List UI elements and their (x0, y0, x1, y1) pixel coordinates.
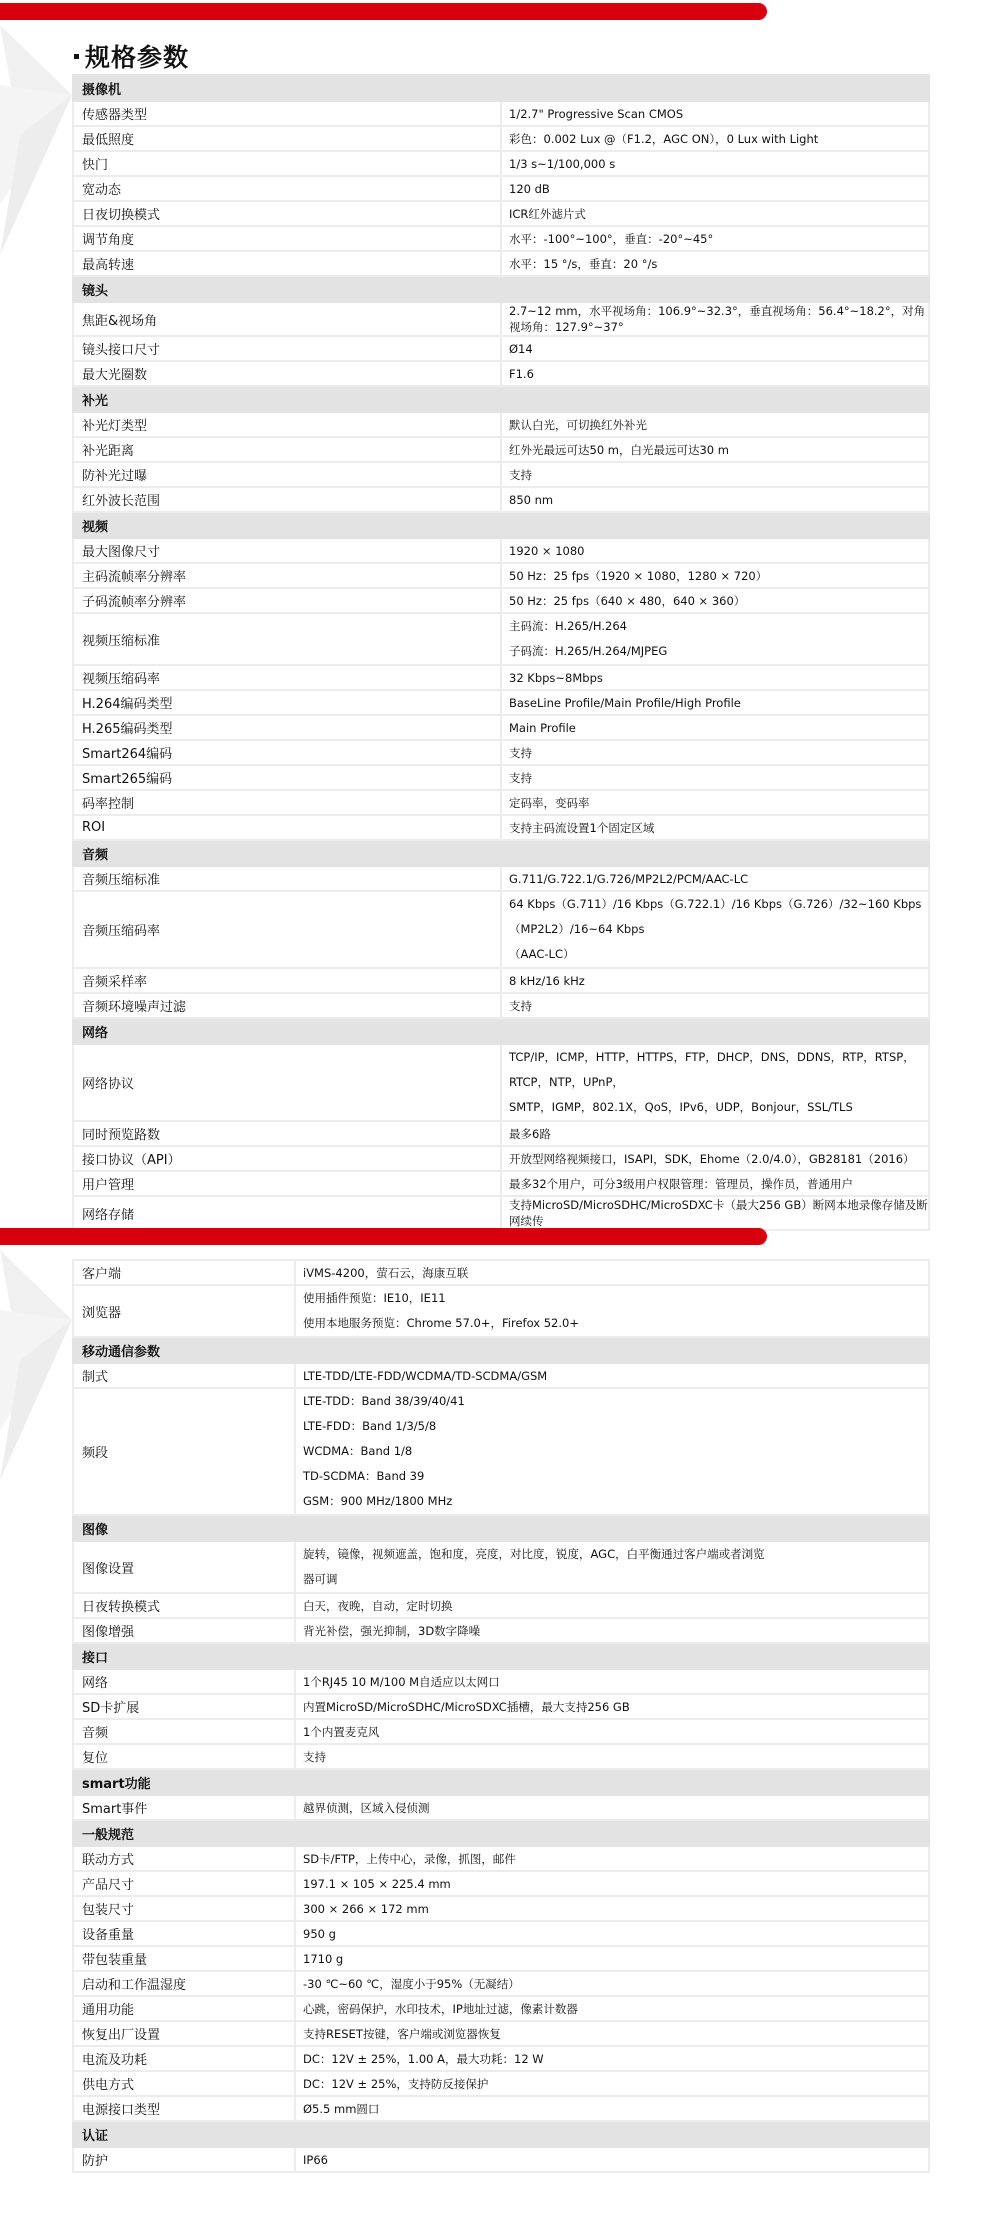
spec-row (73, 613, 929, 665)
spec-value-line: -30 ℃~60 ℃，湿度小于95%（无凝结） (303, 1976, 520, 1991)
spec-label: 镜头接口尺寸 (73, 336, 501, 361)
spec-label: 图像增强 (73, 1618, 295, 1643)
section-title: 接口 (73, 1643, 929, 1669)
spec-label: 码率控制 (73, 790, 501, 815)
spec-value-line: G.711/G.722.1/G.726/MP2L2/PCM/AAC-LC (509, 871, 749, 886)
spec-value (501, 665, 929, 690)
spec-label: 音频压缩标准 (73, 866, 501, 891)
spec-row (73, 968, 929, 993)
spec-row (73, 1260, 929, 1285)
spec-value-line: 越界侦测，区域入侵侦测 (303, 1800, 430, 1815)
spec-row (73, 2071, 929, 2096)
spec-label: Smart265编码 (73, 765, 501, 790)
spec-label: 主码流帧率分辨率 (73, 563, 501, 588)
spec-value-line: ICR红外滤片式 (509, 206, 586, 221)
spec-value (295, 1719, 929, 1744)
spec-row (73, 1846, 929, 1871)
spec-label: 音频 (73, 1719, 295, 1744)
spec-label: 焦距&视场角 (73, 302, 501, 336)
section-title: 摄像机 (73, 75, 929, 101)
spec-value-line: 支持 (303, 1749, 326, 1764)
spec-value-line: 定码率，变码率 (509, 795, 590, 810)
spec-label: 视频压缩标准 (73, 613, 501, 665)
spec-label: 制式 (73, 1363, 295, 1388)
section-header (73, 1769, 929, 1795)
spec-value-line: 最多6路 (509, 1126, 551, 1141)
spec-row (73, 302, 929, 336)
spec-value-line: 子码流：H.265/H.264/MJPEG (509, 644, 668, 658)
spec-value (501, 765, 929, 790)
spec-value (501, 487, 929, 512)
spec-value-line: 850 nm (509, 492, 554, 507)
spec-row (73, 1971, 929, 1996)
spec-value (295, 1921, 929, 1946)
spec-value (295, 1541, 929, 1593)
spec-label: SD卡扩展 (73, 1694, 295, 1719)
spec-label: 防补光过曝 (73, 462, 501, 487)
spec-value-line: 300 × 266 × 172 mm (303, 1901, 429, 1916)
spec-row (73, 588, 929, 613)
spec-value (295, 2021, 929, 2046)
spec-label: 视频压缩码率 (73, 665, 501, 690)
spec-value-line: 32 Kbps~8Mbps (509, 670, 603, 685)
spec-value-line: 最多32个用户，可分3级用户权限管理：管理员，操作员，普通用户 (509, 1176, 853, 1191)
spec-label: ROI (73, 815, 501, 840)
spec-row (73, 1541, 929, 1593)
spec-value-line: 2.7~12 mm，水平视场角：106.9°~32.3°，垂直视场角：56.4°~18.2°，对角视场角：127.9°~37° (509, 304, 926, 334)
spec-label: Smart264编码 (73, 740, 501, 765)
spec-value-line: 支持 (509, 467, 532, 482)
spec-value (295, 2046, 929, 2071)
spec-value-line: F1.6 (509, 366, 534, 381)
spec-value-line: 支持主码流设置1个固定区域 (509, 820, 655, 835)
spec-label: 产品尺寸 (73, 1871, 295, 1896)
section-title: 音频 (73, 840, 929, 866)
spec-value-line: SD卡/FTP，上传中心，录像，抓图，邮件 (303, 1851, 516, 1866)
spec-row (73, 151, 929, 176)
section-header (73, 512, 929, 538)
spec-value-line: 支持RESET按键，客户端或浏览器恢复 (303, 2026, 501, 2041)
spec-table-page-1 (72, 74, 930, 1231)
spec-label: 图像设置 (73, 1541, 295, 1593)
spec-label: 最低照度 (73, 126, 501, 151)
spec-label: 设备重量 (73, 1921, 295, 1946)
spec-row (73, 487, 929, 512)
spec-value (501, 151, 929, 176)
spec-value-line: 支持 (509, 998, 532, 1013)
spec-value (501, 1121, 929, 1146)
spec-row (73, 1744, 929, 1769)
spec-value (295, 1260, 929, 1285)
spec-row (73, 1196, 929, 1230)
spec-row (73, 866, 929, 891)
spec-row (73, 336, 929, 361)
spec-value-line: 心跳，密码保护，水印技术，IP地址过滤，像素计数器 (303, 2001, 578, 2016)
spec-label: 快门 (73, 151, 501, 176)
spec-label: 音频采样率 (73, 968, 501, 993)
spec-value-line: 支持 (509, 745, 532, 760)
spec-value (501, 1171, 929, 1196)
spec-value (501, 1044, 929, 1121)
spec-row (73, 538, 929, 563)
spec-value (501, 790, 929, 815)
spec-label: 音频环境噪声过滤 (73, 993, 501, 1018)
spec-value-line: BaseLine Profile/Main Profile/High Profile (509, 695, 741, 710)
spec-value-line: 主码流：H.265/H.264 (509, 619, 627, 633)
spec-value-line: LTE-FDD：Band 1/3/5/8 (303, 1419, 437, 1433)
spec-row (73, 1921, 929, 1946)
spec-value-line: DC：12V ± 25%，1.00 A，最大功耗：12 W (303, 2051, 544, 2066)
spec-value (295, 1795, 929, 1820)
spec-value-line: 1个内置麦克风 (303, 1724, 380, 1739)
spec-label: 频段 (73, 1388, 295, 1515)
spec-row (73, 1388, 929, 1515)
spec-value (501, 690, 929, 715)
spec-label: 调节角度 (73, 226, 501, 251)
section-header (73, 1515, 929, 1541)
spec-row (73, 1044, 929, 1121)
spec-row (73, 1795, 929, 1820)
spec-label: 启动和工作温湿度 (73, 1971, 295, 1996)
spec-row (73, 2147, 929, 2172)
section-header (73, 1643, 929, 1669)
spec-value-line: 950 g (303, 1926, 336, 1941)
spec-value (501, 891, 929, 968)
top-red-banner (0, 3, 767, 20)
spec-value-line: Ø5.5 mm圆口 (303, 2101, 380, 2116)
section-title: 视频 (73, 512, 929, 538)
spec-label: 接口协议（API） (73, 1146, 501, 1171)
spec-value (501, 412, 929, 437)
spec-value-line: 背光补偿，强光抑制，3D数字降噪 (303, 1623, 481, 1638)
spec-value (295, 1388, 929, 1515)
spec-value-line: 120 dB (509, 181, 550, 196)
spec-value-line: IP66 (303, 2152, 328, 2167)
spec-row (73, 1363, 929, 1388)
spec-row (73, 251, 929, 276)
spec-row (73, 815, 929, 840)
spec-label: 宽动态 (73, 176, 501, 201)
spec-value-line: 64 Kbps（G.711）/16 Kbps（G.722.1）/16 Kbps（G.726）/32~160 Kbps（MP2L2）/16~64 Kbps (509, 897, 922, 936)
spec-label: H.265编码类型 (73, 715, 501, 740)
section-header (73, 2121, 929, 2147)
spec-label: 包装尺寸 (73, 1896, 295, 1921)
spec-value (501, 1146, 929, 1171)
spec-label: 补光距离 (73, 437, 501, 462)
spec-row (73, 1871, 929, 1896)
spec-value-line: SMTP，IGMP，802.1X，QoS，IPv6，UDP，Bonjour，SSL/TLS (509, 1100, 853, 1114)
spec-row (73, 462, 929, 487)
spec-value (501, 588, 929, 613)
spec-row (73, 2096, 929, 2121)
spec-row (73, 1593, 929, 1618)
spec-value (501, 563, 929, 588)
spec-value-line: 器可调 (303, 1572, 338, 1586)
spec-value (501, 226, 929, 251)
spec-label: Smart事件 (73, 1795, 295, 1820)
section-header (73, 1337, 929, 1363)
spec-value (295, 1946, 929, 1971)
section-header (73, 386, 929, 412)
spec-value (501, 101, 929, 126)
spec-row (73, 891, 929, 968)
spec-row (73, 2046, 929, 2071)
page-break-red-banner (0, 1228, 767, 1245)
spec-row (73, 1996, 929, 2021)
spec-value-line: 开放型网络视频接口，ISAPI，SDK，Ehome（2.0/4.0），GB28181（2016） (509, 1151, 915, 1166)
spec-label: 传感器类型 (73, 101, 501, 126)
spec-label: 通用功能 (73, 1996, 295, 2021)
spec-value-line: 1/3 s~1/100,000 s (509, 156, 616, 171)
spec-row (73, 1285, 929, 1337)
spec-row (73, 1896, 929, 1921)
spec-row (73, 790, 929, 815)
spec-label: 供电方式 (73, 2071, 295, 2096)
spec-row (73, 993, 929, 1018)
spec-label: 最大图像尺寸 (73, 538, 501, 563)
spec-value (501, 1196, 929, 1230)
spec-label: 红外波长范围 (73, 487, 501, 512)
spec-value-line: 水平：15 °/s，垂直：20 °/s (509, 256, 658, 271)
spec-value (295, 1896, 929, 1921)
spec-value (501, 437, 929, 462)
spec-value (295, 1996, 929, 2021)
spec-value-line: LTE-TDD/LTE-FDD/WCDMA/TD-SCDMA/GSM (303, 1368, 548, 1383)
spec-value-line: 支持MicroSD/MicroSDHC/MicroSDXC卡（最大256 GB）断网本地录像存储及断网续传 (509, 1198, 928, 1228)
spec-value-line: （AAC-LC） (509, 947, 575, 961)
spec-value (501, 302, 929, 336)
spec-label: 同时预览路数 (73, 1121, 501, 1146)
spec-row (73, 1669, 929, 1694)
spec-value-line: 1710 g (303, 1951, 344, 1966)
spec-value (501, 968, 929, 993)
spec-value (501, 126, 929, 151)
spec-value-line: 使用插件预览：IE10，IE11 (303, 1291, 446, 1305)
spec-value (501, 538, 929, 563)
section-title: smart功能 (73, 1769, 929, 1795)
spec-label: 复位 (73, 1744, 295, 1769)
spec-row (73, 765, 929, 790)
spec-row (73, 1146, 929, 1171)
spec-value (295, 2071, 929, 2096)
section-title: 镜头 (73, 276, 929, 302)
spec-row (73, 665, 929, 690)
spec-label: 网络 (73, 1669, 295, 1694)
spec-value (501, 361, 929, 386)
spec-value-line: 红外光最远可达50 m，白光最远可达30 m (509, 442, 729, 457)
spec-value (501, 201, 929, 226)
spec-value-line: 1920 × 1080 (509, 543, 585, 558)
bullet-icon (74, 54, 79, 59)
spec-value-line: DC：12V ± 25%，支持防反接保护 (303, 2076, 489, 2091)
section-title: 认证 (73, 2121, 929, 2147)
spec-value-line: 50 Hz：25 fps（1920 × 1080，1280 × 720） (509, 568, 768, 583)
spec-value-line: iVMS-4200，萤石云，海康互联 (303, 1265, 469, 1280)
spec-row (73, 690, 929, 715)
spec-value (501, 462, 929, 487)
section-header (73, 1018, 929, 1044)
spec-value (501, 176, 929, 201)
spec-value (501, 613, 929, 665)
spec-label: 补光灯类型 (73, 412, 501, 437)
spec-label: 恢复出厂设置 (73, 2021, 295, 2046)
spec-label: 联动方式 (73, 1846, 295, 1871)
spec-value-line: 1个RJ45 10 M/100 M自适应以太网口 (303, 1674, 500, 1689)
section-header (73, 75, 929, 101)
spec-value-line: GSM：900 MHz/1800 MHz (303, 1494, 453, 1508)
spec-value-line: TD-SCDMA：Band 39 (303, 1469, 425, 1483)
section-header (73, 276, 929, 302)
spec-label: 防护 (73, 2147, 295, 2172)
spec-value (501, 715, 929, 740)
spec-value-line: Ø14 (509, 341, 533, 356)
spec-value (295, 1618, 929, 1643)
spec-value-line: 197.1 × 105 × 225.4 mm (303, 1876, 451, 1891)
spec-value (295, 1694, 929, 1719)
spec-row (73, 563, 929, 588)
spec-label: 客户端 (73, 1260, 295, 1285)
section-header (73, 840, 929, 866)
spec-label: 电流及功耗 (73, 2046, 295, 2071)
section-title: 网络 (73, 1018, 929, 1044)
spec-value (501, 993, 929, 1018)
spec-value (501, 251, 929, 276)
spec-label: 用户管理 (73, 1171, 501, 1196)
section-header (73, 1820, 929, 1846)
spec-row (73, 201, 929, 226)
spec-value-line: 1/2.7" Progressive Scan CMOS (509, 106, 684, 121)
spec-label: 电源接口类型 (73, 2096, 295, 2121)
spec-value (501, 740, 929, 765)
spec-row (73, 1719, 929, 1744)
spec-label: 音频压缩码率 (73, 891, 501, 968)
spec-value (501, 866, 929, 891)
spec-row (73, 715, 929, 740)
spec-row (73, 437, 929, 462)
spec-row (73, 740, 929, 765)
spec-row (73, 1171, 929, 1196)
spec-value-line: 内置MicroSD/MicroSDHC/MicroSDXC插槽，最大支持256 GB (303, 1699, 630, 1714)
spec-value-line: Main Profile (509, 720, 576, 735)
section-title: 移动通信参数 (73, 1337, 929, 1363)
spec-row (73, 1121, 929, 1146)
spec-label: 最大光圈数 (73, 361, 501, 386)
spec-value (295, 1669, 929, 1694)
spec-row (73, 176, 929, 201)
spec-row (73, 101, 929, 126)
spec-value-line: 水平：-100°~100°，垂直：-20°~45° (509, 231, 714, 246)
spec-label: 最高转速 (73, 251, 501, 276)
spec-value (295, 2096, 929, 2121)
spec-value-line: LTE-TDD：Band 38/39/40/41 (303, 1394, 465, 1408)
spec-value (295, 1971, 929, 1996)
spec-value (501, 336, 929, 361)
spec-row (73, 412, 929, 437)
spec-value-line: 50 Hz：25 fps（640 × 480，640 × 360） (509, 593, 746, 608)
spec-label: 网络存储 (73, 1196, 501, 1230)
spec-row (73, 361, 929, 386)
section-title: 一般规范 (73, 1820, 929, 1846)
spec-label: 网络协议 (73, 1044, 501, 1121)
spec-label: 带包装重量 (73, 1946, 295, 1971)
spec-value-line: 白天，夜晚，自动，定时切换 (303, 1598, 453, 1613)
spec-value-line: TCP/IP，ICMP，HTTP，HTTPS，FTP，DHCP，DNS，DDNS，RTP，RTSP，RTCP，NTP，UPnP， (509, 1050, 915, 1089)
spec-label: 子码流帧率分辨率 (73, 588, 501, 613)
spec-value-line: WCDMA：Band 1/8 (303, 1444, 413, 1458)
page-title: 规格参数 (74, 38, 189, 74)
section-title: 补光 (73, 386, 929, 412)
spec-table-page-2 (72, 1259, 930, 2173)
spec-value (295, 1363, 929, 1388)
spec-value-line: 8 kHz/16 kHz (509, 973, 585, 988)
spec-row (73, 1618, 929, 1643)
spec-value (295, 1744, 929, 1769)
spec-value (501, 815, 929, 840)
spec-value-line: 使用本地服务预览：Chrome 57.0+，Firefox 52.0+ (303, 1316, 579, 1330)
spec-row (73, 226, 929, 251)
spec-row (73, 1694, 929, 1719)
spec-label: 日夜切换模式 (73, 201, 501, 226)
spec-value (295, 1593, 929, 1618)
spec-row (73, 126, 929, 151)
spec-label: H.264编码类型 (73, 690, 501, 715)
spec-row (73, 2021, 929, 2046)
spec-value (295, 1846, 929, 1871)
spec-label: 浏览器 (73, 1285, 295, 1337)
spec-value-line: 彩色：0.002 Lux @（F1.2，AGC ON），0 Lux with Light (509, 131, 819, 146)
spec-value (295, 2147, 929, 2172)
spec-label: 日夜转换模式 (73, 1593, 295, 1618)
section-title: 图像 (73, 1515, 929, 1541)
spec-value-line: 支持 (509, 770, 532, 785)
spec-row (73, 1946, 929, 1971)
spec-value-line: 旋转，镜像，视频遮盖，饱和度，亮度，对比度，锐度，AGC，白平衡通过客户端或者浏览 (303, 1547, 765, 1561)
spec-value (295, 1285, 929, 1337)
spec-value (295, 1871, 929, 1896)
spec-value-line: 默认白光，可切换红外补光 (509, 417, 647, 432)
